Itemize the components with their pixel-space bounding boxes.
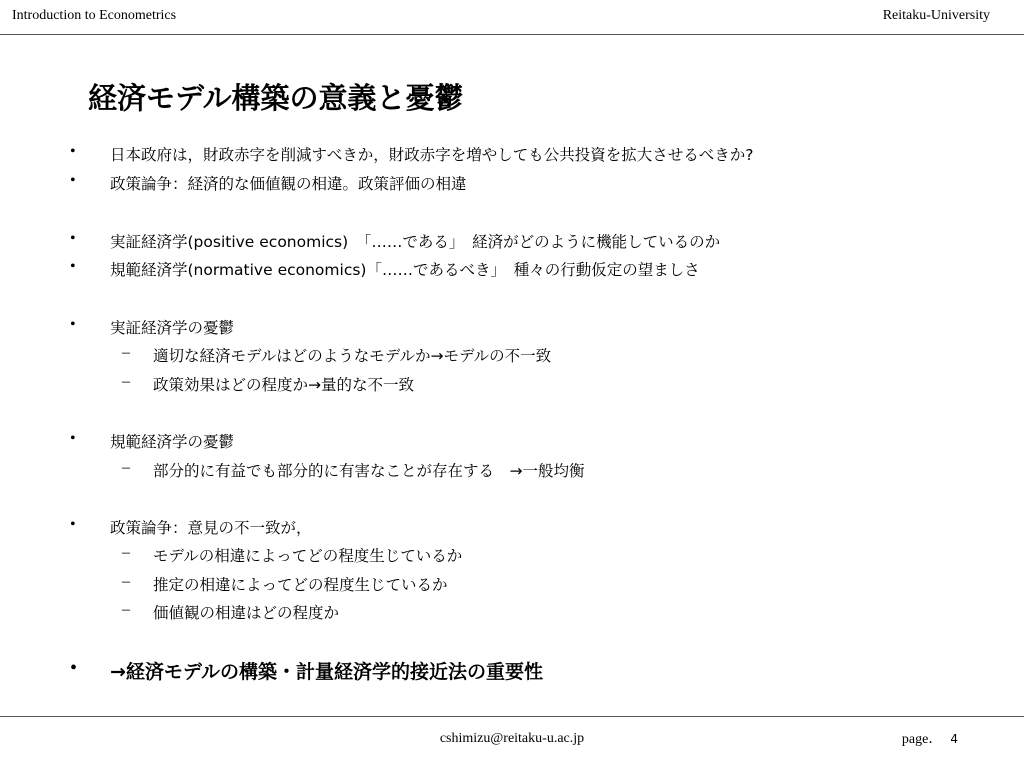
sub-list-item bbox=[0, 344, 1024, 368]
list-item bbox=[0, 516, 1024, 540]
list-item-text: 推定の相違によってどの程度生じているか bbox=[153, 576, 448, 594]
list-item-text: 適切な経済モデルはどのようなモデルか→モデルの不一致 bbox=[153, 347, 552, 365]
sub-list-item bbox=[0, 601, 1024, 625]
bullet-icon: • bbox=[70, 516, 76, 533]
dash-icon: – bbox=[122, 573, 130, 590]
sub-list-item bbox=[0, 544, 1024, 568]
list-item-text: 規範経済学(normative economics)「……であるべき」 種々の行動仮定の望ましさ bbox=[110, 261, 700, 279]
list-item-text: 実証経済学の憂鬱 bbox=[110, 319, 235, 337]
list-item bbox=[0, 430, 1024, 454]
course-title: Introduction to Econometrics bbox=[12, 8, 177, 23]
footer-email: cshimizu@reitaku-u.ac.jp bbox=[439, 731, 585, 746]
sub-list-item bbox=[0, 459, 1024, 483]
list-item bbox=[0, 258, 1024, 282]
dash-icon: – bbox=[122, 601, 130, 618]
university-name: Reitaku-University bbox=[882, 8, 990, 23]
list-item-text: 政策論争：経済的な価値観の相違。政策評価の相違 bbox=[110, 175, 467, 193]
bullet-icon: • bbox=[70, 143, 76, 160]
sub-list-item bbox=[0, 373, 1024, 397]
dash-icon: – bbox=[122, 344, 130, 361]
slide-header bbox=[0, 0, 1024, 35]
list-item-text: →経済モデルの構築・計量経済学的接近法の重要性 bbox=[110, 661, 543, 683]
list-item-text: 政策効果はどの程度か→量的な不一致 bbox=[153, 376, 414, 394]
bullet-icon: • bbox=[70, 230, 76, 247]
list-item bbox=[0, 316, 1024, 340]
dash-icon: – bbox=[122, 544, 130, 561]
list-item-conclusion bbox=[0, 657, 1024, 681]
list-item bbox=[0, 172, 1024, 196]
list-item-text: 部分的に有益でも部分的に有害なことが存在する →一般均衡 bbox=[153, 462, 585, 480]
dash-icon: – bbox=[122, 373, 130, 390]
slide-title: 経済モデル構築の意義と憂鬱 bbox=[88, 81, 464, 115]
bullet-icon: • bbox=[70, 657, 78, 679]
dash-icon: – bbox=[122, 459, 130, 476]
bullet-icon: • bbox=[70, 172, 76, 189]
list-item-text: 政策論争：意見の不一致が， bbox=[110, 519, 312, 537]
list-item bbox=[0, 143, 1024, 167]
bullet-icon: • bbox=[70, 258, 76, 275]
sub-list-item bbox=[0, 573, 1024, 597]
footer-page-number bbox=[902, 728, 958, 748]
bullet-icon: • bbox=[70, 316, 76, 333]
list-item-text: モデルの相違によってどの程度生じているか bbox=[153, 547, 463, 565]
list-item-text: 規範経済学の憂鬱 bbox=[110, 433, 235, 451]
page-number: 4 bbox=[950, 732, 958, 746]
footer-divider bbox=[0, 716, 1024, 717]
list-item-text: 日本政府は，財政赤字を削減すべきか，財政赤字を増やしても公共投資を拡大させるべきか? bbox=[110, 146, 754, 164]
bullet-icon: • bbox=[70, 430, 76, 447]
page-label: page． bbox=[901, 732, 943, 747]
list-item-text: 実証経済学(positive economics) 「……である」 経済がどのように機能しているのか bbox=[110, 233, 721, 251]
list-item bbox=[0, 230, 1024, 254]
list-item-text: 価値観の相違はどの程度か bbox=[153, 604, 340, 622]
